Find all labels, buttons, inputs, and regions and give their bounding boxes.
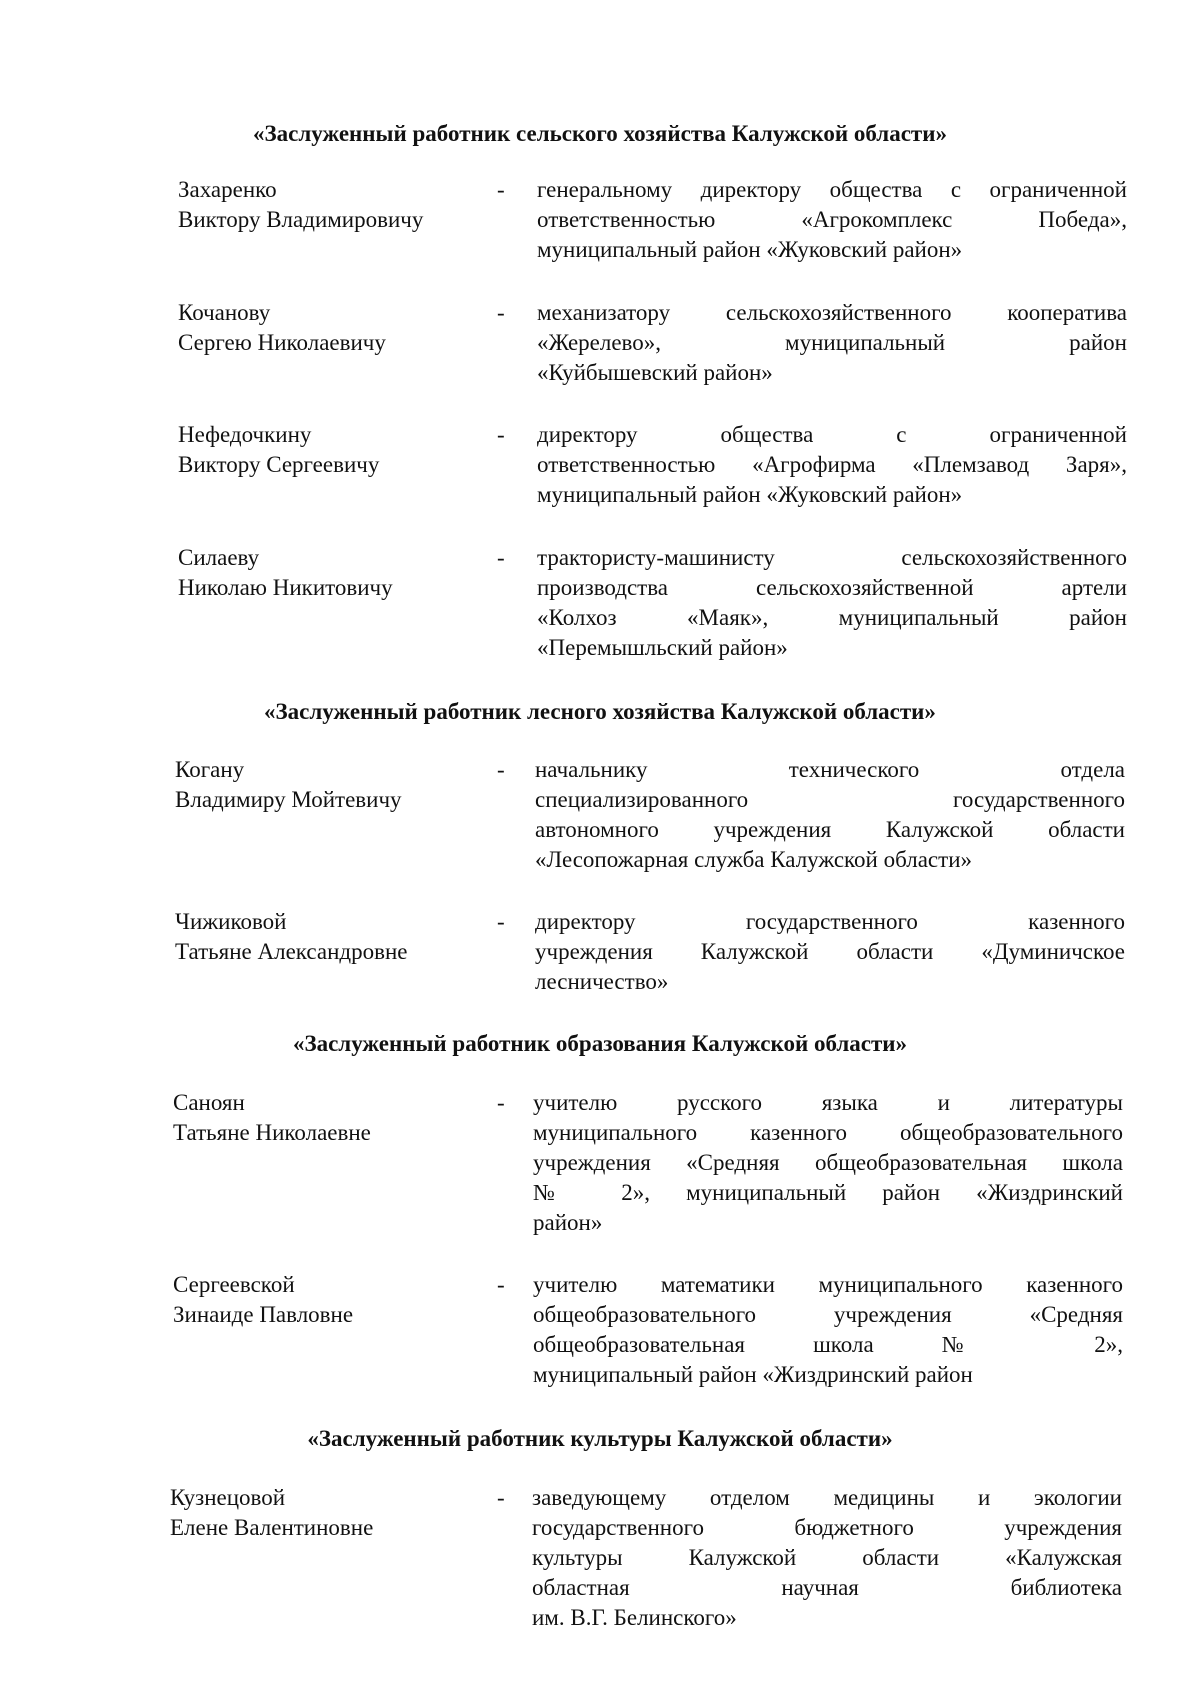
recipient-description: заведующему отделом медицины и экологии государственного бюджетного учреждения культуры Калужской области «Калужская областная научная библиотека им. В.Г. Белинского» [532, 1485, 1122, 1630]
recipient-name: Захаренко Виктору Владимировичу [178, 177, 424, 232]
section-title: «Заслуженный работник сельского хозяйства Калужской области» [253, 121, 947, 146]
recipient-description: генеральному директору общества с ограниченной ответственностью «Агрокомплекс Победа», муниципальный район «Жуковский район» [537, 177, 1127, 262]
recipient-description: начальнику технического отдела специализированного государственного автономного учреждения Калужской области «Лесопожарная служба Калужской области» [535, 757, 1125, 872]
recipient-description: трактористу-машинисту сельскохозяйственного производства сельскохозяйственной артели «Колхоз «Маяк», муниципальный район «Перемышльский район» [537, 545, 1127, 660]
dash-separator: - [497, 300, 505, 325]
recipient-description: учителю русского языка и литературы муниципального казенного общеобразовательного учреждения «Средняя общеобразовательная школа № 2», муниципальный район «Жиздринский район» [533, 1090, 1123, 1235]
recipient-name: Кузнецовой Елене Валентиновне [170, 1485, 374, 1540]
dash-separator: - [497, 177, 505, 202]
dash-separator: - [497, 909, 505, 934]
dash-separator: - [497, 1485, 505, 1510]
recipient-description: механизатору сельскохозяйственного кооператива «Жерелево», муниципальный район «Куйбышевский район» [537, 300, 1127, 385]
recipient-name: Саноян Татьяне Николаевне [173, 1090, 371, 1145]
recipient-description: учителю математики муниципального казенного общеобразовательного учреждения «Средняя общеобразовательная школа № 2», муниципальный район «Жиздринский район [533, 1272, 1123, 1387]
dash-separator: - [497, 1090, 505, 1115]
recipient-name: Когану Владимиру Мойтевичу [175, 757, 402, 812]
recipient-description: директору государственного казенного учреждения Калужской области «Думиничское лесничество» [535, 909, 1125, 994]
recipient-name: Нефедочкину Виктору Сергеевичу [178, 422, 380, 477]
recipient-description: директору общества с ограниченной ответственностью «Агрофирма «Племзавод Заря», муниципальный район «Жуковский район» [537, 422, 1127, 507]
recipient-name: Чижиковой Татьяне Александровне [175, 909, 408, 964]
section-title: «Заслуженный работник лесного хозяйства Калужской области» [264, 699, 936, 724]
recipient-name: Сергеевской Зинаиде Павловне [173, 1272, 354, 1327]
dash-separator: - [497, 545, 505, 570]
recipient-name: Кочанову Сергею Николаевичу [178, 300, 386, 355]
section-title: «Заслуженный работник образования Калужской области» [292, 1031, 908, 1056]
dash-separator: - [497, 422, 505, 447]
dash-separator: - [497, 1272, 505, 1297]
dash-separator: - [497, 757, 505, 782]
recipient-name: Силаеву Николаю Никитовичу [178, 545, 393, 600]
section-title: «Заслуженный работник культуры Калужской области» [307, 1426, 893, 1451]
